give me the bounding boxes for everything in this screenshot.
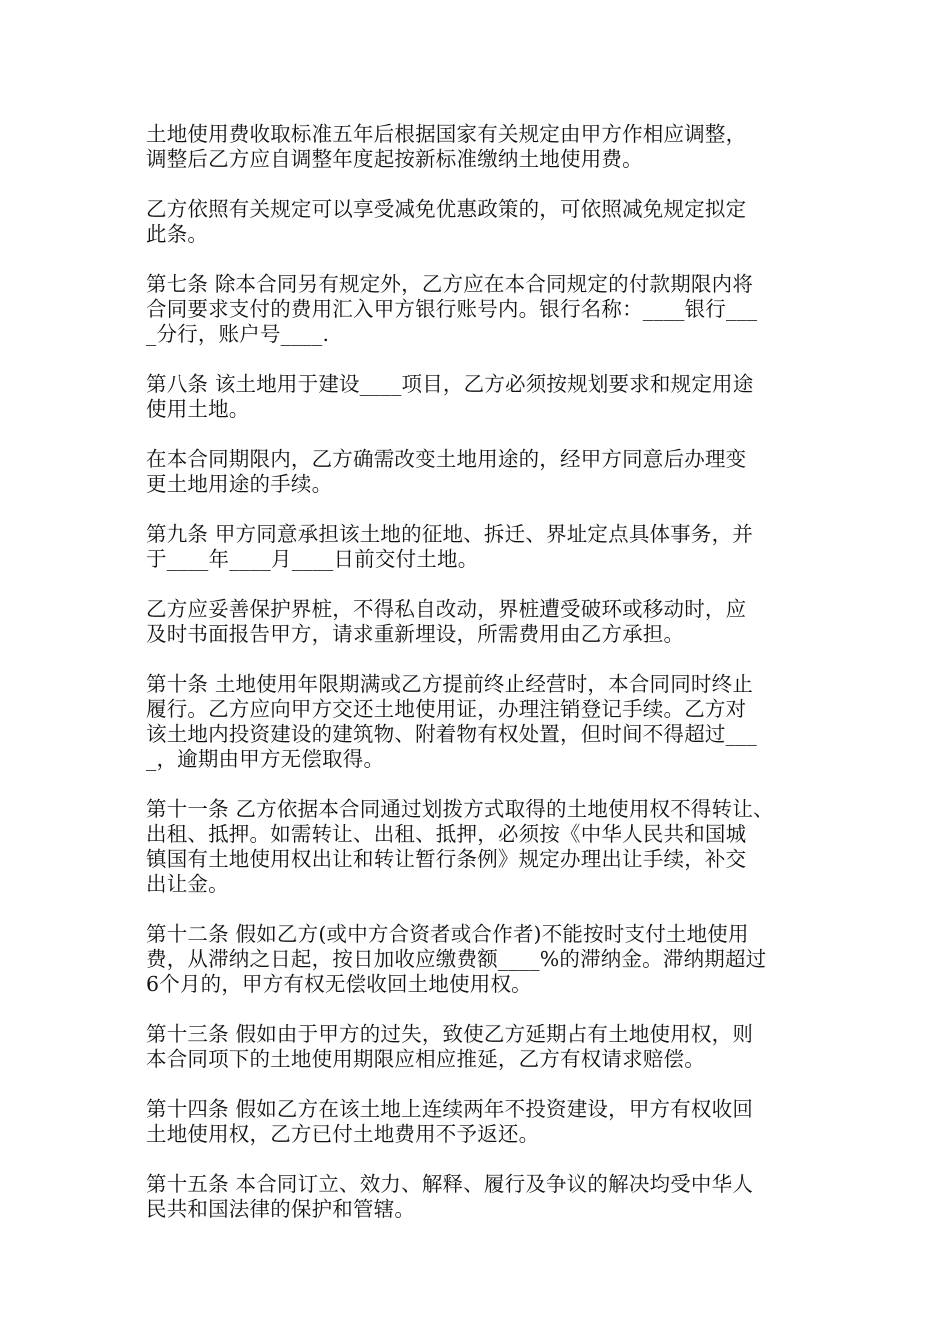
text-line: 镇国有土地使用权出让和转让暂行条例》规定办理出让手续，补交 [146, 847, 747, 871]
text-line: _，逾期由甲方无偿取得。 [146, 747, 385, 771]
text-line: 6个月的，甲方有权无偿收回土地使用权。 [146, 972, 532, 996]
paragraph [146, 597, 816, 647]
paragraph [146, 1022, 816, 1072]
text-line: 于____年____月____日前交付土地。 [146, 547, 479, 571]
text-line: 本合同项下的土地使用期限应相应推延，乙方有权请求赔偿。 [146, 1047, 705, 1071]
text-line: 及时书面报告甲方，请求重新埋设，所需费用由乙方承担。 [146, 622, 685, 646]
paragraph [146, 797, 816, 897]
paragraph [146, 672, 816, 772]
text-line: 乙方应妥善保护界桩，不得私自改动，界桩遭受破环或移动时，应 [146, 597, 747, 621]
text-line: 履行。乙方应向甲方交还土地使用证，办理注销登记手续。乙方对 [146, 697, 747, 721]
paragraph [146, 122, 816, 172]
text-line: 第十二条 假如乙方(或中方合资者或合作者)不能按时支付土地使用 [146, 922, 749, 946]
text-line: 乙方依照有关规定可以享受减免优惠政策的，可依照减免规定拟定 [146, 197, 747, 221]
text-line: 土地使用权，乙方已付土地费用不予返还。 [146, 1122, 540, 1146]
text-line: 土地使用费收取标准五年后根据国家有关规定由甲方作相应调整， [146, 122, 747, 146]
paragraph [146, 372, 816, 422]
text-line: 第十四条 假如乙方在该土地上连续两年不投资建设，甲方有权收回 [146, 1097, 754, 1121]
text-line: _分行，账户号____. [146, 322, 330, 346]
paragraph [146, 922, 816, 997]
text-line: 该土地内投资建设的建筑物、附着物有权处置，但时间不得超过___ [146, 722, 757, 746]
paragraph [146, 522, 816, 572]
text-line: 第十五条 本合同订立、效力、解释、履行及争议的解决均受中华人 [146, 1172, 754, 1196]
text-line: 调整后乙方应自调整年度起按新标准缴纳土地使用费。 [146, 147, 643, 171]
paragraph [146, 1172, 816, 1222]
paragraph [146, 1097, 816, 1147]
text-line: 出让金。 [146, 872, 229, 896]
text-line: 第十三条 假如由于甲方的过失，致使乙方延期占有土地使用权，则 [146, 1022, 754, 1046]
paragraph [146, 197, 816, 247]
text-line: 此条。 [146, 222, 209, 246]
text-line: 第十一条 乙方依据本合同通过划拨方式取得的土地使用权不得转让、 [146, 797, 774, 821]
text-line: 第八条 该土地用于建设____项目，乙方必须按规划要求和规定用途 [146, 372, 754, 396]
text-line: 出租、抵押。如需转让、出租、抵押，必须按《中华人民共和国城 [146, 822, 747, 846]
text-line: 民共和国法律的保护和管辖。 [146, 1197, 416, 1221]
paragraph [146, 447, 816, 497]
paragraph [146, 272, 816, 347]
text-line: 合同要求支付的费用汇入甲方银行账号内。银行名称：____银行___ [146, 297, 758, 321]
text-line: 使用土地。 [146, 397, 250, 421]
text-line: 更土地用途的手续。 [146, 472, 333, 496]
document-body [146, 122, 816, 1247]
text-line: 在本合同期限内，乙方确需改变土地用途的，经甲方同意后办理变 [146, 447, 747, 471]
text-line: 第七条 除本合同另有规定外，乙方应在本合同规定的付款期限内将 [146, 272, 754, 296]
text-line: 第九条 甲方同意承担该土地的征地、拆迁、界址定点具体事务，并 [146, 522, 754, 546]
text-line: 费，从滞纳之日起，按日加收应缴费额____%的滞纳金。滞纳期超过 [146, 947, 767, 971]
text-line: 第十条 土地使用年限期满或乙方提前终止经营时，本合同同时终止 [146, 672, 754, 696]
